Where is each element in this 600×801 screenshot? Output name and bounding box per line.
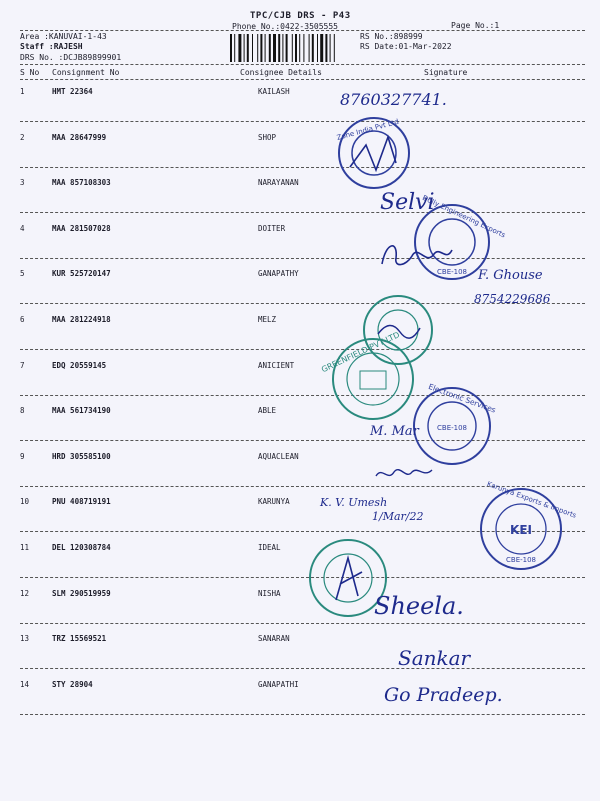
svg-text:CBE-108: CBE-108: [437, 268, 467, 276]
row-consignee: KARUNYA: [258, 497, 290, 506]
barcode-bar: [325, 34, 327, 62]
row-consignment-no: STY 28904: [52, 680, 93, 689]
row-consignee: ABLE: [258, 406, 277, 415]
svg-text:CBE-108: CBE-108: [437, 424, 467, 432]
phone-number: Phone No.:0422-3505555: [232, 22, 338, 31]
col-signature: Signature: [424, 68, 468, 77]
svg-text:CBE-108: CBE-108: [506, 556, 536, 564]
row-consignee: NISHA: [258, 589, 281, 598]
svg-text:Zone India Pvt Ltd: Zone India Pvt Ltd: [335, 117, 400, 142]
barcode-bar: [330, 34, 331, 62]
signature-row9-scribble: [372, 460, 442, 486]
svg-text:Karunya Exports & Imports: Karunya Exports & Imports: [485, 479, 578, 520]
barcode-bar: [312, 34, 314, 62]
row-consignee: GANAPATHI: [258, 680, 299, 689]
row-sno: 10: [20, 497, 30, 506]
row-consignment-no: MAA 281507028: [52, 224, 111, 233]
row-divider: [20, 395, 585, 396]
col-consignment: Consignment No: [52, 68, 120, 77]
col-sno: S No: [20, 68, 40, 77]
row-consignment-no: MAA 561734190: [52, 406, 111, 415]
row-consignment-no: EDQ 20559145: [52, 361, 107, 370]
signature-row10-name: K. V. Umesh: [320, 496, 388, 509]
barcode-bar: [295, 34, 297, 62]
signature-row5-phone: 8754229686: [474, 292, 551, 306]
drs-number: DRS No. :DCJB89899901: [20, 53, 122, 62]
row-sno: 5: [20, 269, 25, 278]
row-divider: [20, 577, 585, 578]
barcode-bar: [247, 34, 249, 62]
row-divider: [20, 167, 585, 168]
barcode-bar: [260, 34, 262, 62]
row-consignee: GANAPATHY: [258, 269, 299, 278]
barcode: [230, 34, 358, 62]
row-consignment-no: DEL 120308784: [52, 543, 111, 552]
row-consignee: MELZ: [258, 315, 277, 324]
row-divider: [20, 714, 585, 715]
barcode-bar: [334, 34, 335, 62]
row-sno: 13: [20, 634, 30, 643]
row-divider: [20, 121, 585, 122]
barcode-bar: [278, 34, 280, 62]
signature-row4-scribble: [376, 236, 456, 272]
page-number: Page No.:1: [451, 21, 500, 30]
staff-label: Staff :RAJESH: [20, 42, 83, 51]
barcode-bar: [244, 34, 245, 62]
row-sno: 1: [20, 87, 25, 96]
row-divider: [20, 668, 585, 669]
row-consignment-no: TRZ 15569521: [52, 634, 107, 643]
signature-row14: Go Pradeep.: [384, 684, 503, 706]
col-consignee: Consignee Details: [240, 68, 322, 77]
row-consignee: KAILASH: [258, 87, 290, 96]
row-consignee: DOITER: [258, 224, 286, 233]
signature-row10-date: 1/Mar/22: [372, 510, 424, 523]
karunya-exports-stamp: [478, 479, 578, 572]
row-sno: 9: [20, 452, 25, 461]
row-consignment-no: HMT 22364: [52, 87, 93, 96]
row-consignee: IDEAL: [258, 543, 281, 552]
barcode-bar: [257, 34, 258, 62]
row-consignment-no: SLM 290519959: [52, 589, 111, 598]
barcode-bar: [282, 34, 283, 62]
zone-india-stamp: [336, 115, 412, 191]
svg-text:KEI: KEI: [510, 523, 532, 537]
row-consignee: AQUACLEAN: [258, 452, 299, 461]
row-sno: 8: [20, 406, 25, 415]
row-consignment-no: PNU 408719191: [52, 497, 111, 506]
column-header-top-divider: [20, 64, 585, 65]
row-consignee: SHOP: [258, 133, 277, 142]
signature-row13: Sankar: [398, 646, 471, 670]
row-sno: 11: [20, 543, 30, 552]
barcode-bar: [265, 34, 266, 62]
row-sno: 3: [20, 178, 25, 187]
barcode-bar: [299, 34, 300, 62]
row-divider: [20, 623, 585, 624]
column-header-divider: [20, 79, 585, 80]
row-consignment-no: KUR 525720147: [52, 269, 111, 278]
signature-row1: 8760327741.: [340, 90, 447, 109]
barcode-bar: [317, 34, 318, 62]
signature-row12: Sheela.: [374, 592, 464, 620]
row-consignment-no: MAA 28647999: [52, 133, 107, 142]
barcode-bar: [320, 34, 323, 62]
row-consignment-no: HRD 305585100: [52, 452, 111, 461]
greenfield-stamp: [320, 330, 416, 422]
barcode-bar: [286, 34, 288, 62]
row-sno: 4: [20, 224, 25, 233]
barcode-bar: [234, 34, 235, 62]
row-divider: [20, 258, 585, 259]
row-sno: 12: [20, 589, 30, 598]
header-divider: [20, 30, 585, 31]
row-consignee: ANICIENT: [258, 361, 295, 370]
barcode-bar: [303, 34, 304, 62]
row-sno: 14: [20, 680, 30, 689]
drs-title: TPC/CJB DRS - P43: [250, 11, 351, 21]
row-sno: 7: [20, 361, 25, 370]
area-label: Area :KANUVAI-1-43: [20, 32, 107, 41]
barcode-bar: [252, 34, 253, 62]
barcode-bar: [269, 34, 271, 62]
signature-row8: M. Mar: [370, 424, 419, 439]
row-divider: [20, 440, 585, 441]
svg-text:GREENFIELD PVT LTD: GREENFIELD PVT LTD: [320, 330, 402, 375]
row-consignee: SANARAN: [258, 634, 290, 643]
row-sno: 6: [20, 315, 25, 324]
electronic-services-stamp: [410, 381, 497, 468]
signature-row5-name: F. Ghouse: [478, 268, 543, 283]
barcode-bar: [238, 34, 241, 62]
row-divider: [20, 212, 585, 213]
row-sno: 2: [20, 133, 25, 142]
row-consignment-no: MAA 857108303: [52, 178, 111, 187]
barcode-bar: [292, 34, 293, 62]
barcode-bar: [309, 34, 310, 62]
barcode-bar: [230, 34, 232, 62]
svg-text:Electronic Services: Electronic Services: [427, 381, 497, 415]
signature-row3: Selvi: [380, 190, 435, 215]
barcode-bar: [273, 34, 276, 62]
row-divider: [20, 349, 585, 350]
rs-date: RS Date:01-Mar-2022: [360, 42, 452, 51]
rs-number: RS No.:898999: [360, 32, 423, 41]
svg-text:Dolly Engineering Exports: Dolly Engineering Exports: [421, 193, 507, 240]
row-consignment-no: MAA 281224918: [52, 315, 111, 324]
row-consignee: NARAYANAN: [258, 178, 299, 187]
